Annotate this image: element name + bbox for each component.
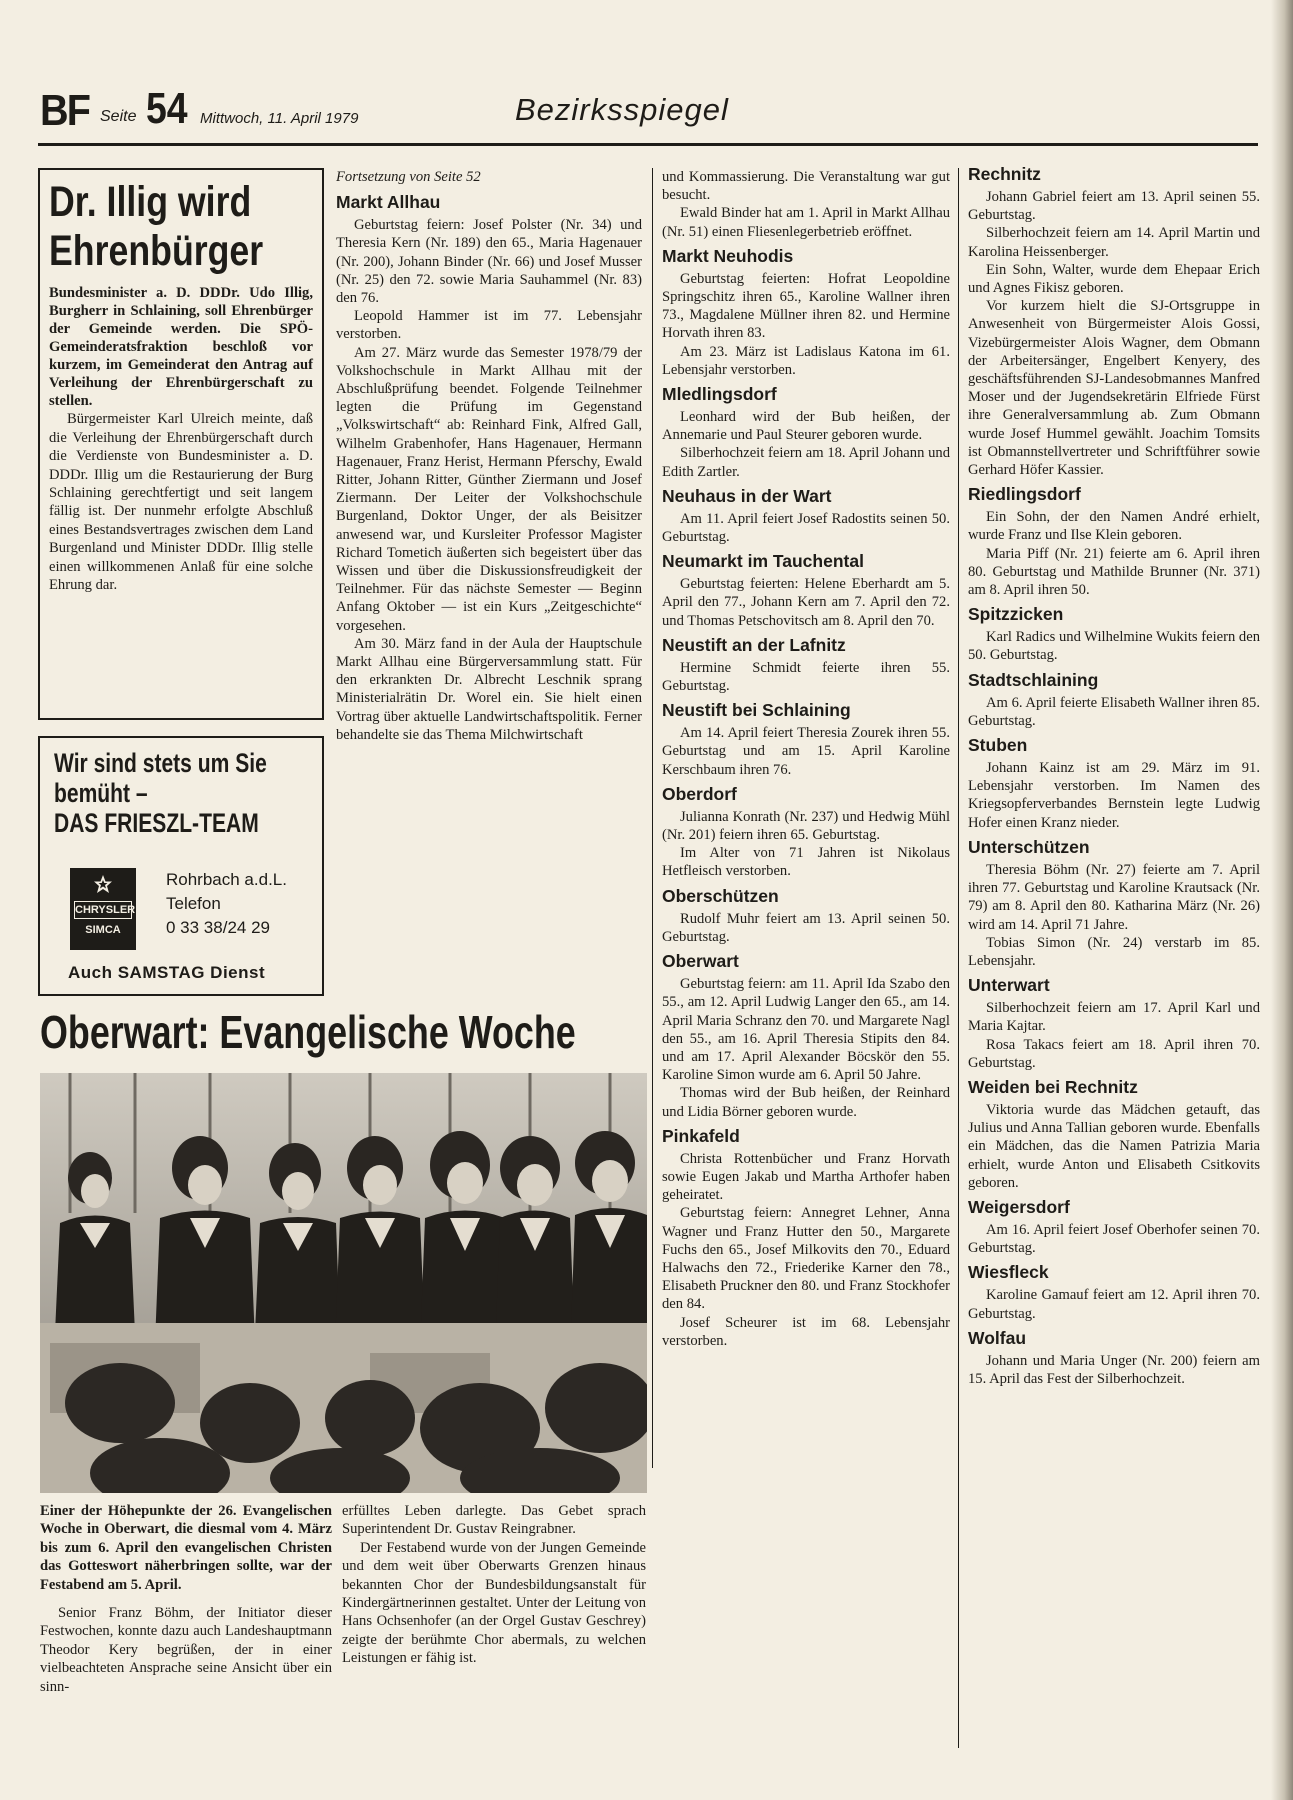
oberwart-text-right [342, 1502, 646, 1668]
place-heading: Pinkafeld [662, 1125, 740, 1146]
paragraph: Leopold Hammer ist im 77. Lebensjahr verstorben. [336, 308, 642, 343]
paragraph: Am 11. April feiert Josef Radostits seinen 50. Geburtstag. [662, 510, 950, 546]
issue-date: Mittwoch, 11. April 1979 [200, 110, 359, 127]
choir-photo [40, 1073, 647, 1493]
place-heading: Markt Allhau [336, 192, 441, 213]
ad-slogan-line3: DAS FRIESZL-TEAM [54, 808, 259, 838]
paragraph: Geburtstag feiern: am 11. April Ida Szabo den 55., am 12. April Ludwig Langer den 65., am 14. April Maria Schranz den 70. und Margarete Nagl den 55., am 16. April Theresia Stipits den 84. und am 17. April Alexander Böcskör den 55. Karoline Simon wurde am 6. April 50 Jahre. [662, 976, 950, 1084]
photo-choir-singers [40, 1073, 647, 1493]
paper-logo: BF [40, 86, 90, 135]
paragraph: Silberhochzeit feiern am 17. April Karl und Maria Kajtar. [968, 1000, 1260, 1035]
ad-slogan-line1: Wir sind stets um Sie [54, 748, 267, 778]
paragraph: Karl Radics und Wilhelmine Wukits feiern den 50. Geburtstag. [968, 629, 1260, 664]
page-label: Seite [100, 108, 137, 125]
column-markt-allhau [336, 168, 642, 744]
column-local-news-1 [662, 168, 950, 1350]
chrysler-simca-logo [70, 868, 136, 950]
paragraph: Johann Kainz ist am 29. März im 91. Lebensjahr verstorben. Im Namen des Kriegsopferverbandes Bernstein legte Ludwig Hofer einen Kranz nieder. [968, 760, 1260, 831]
illig-article [38, 168, 324, 720]
paragraph: Silberhochzeit feiern am 14. April Martin und Karolina Heissenberger. [968, 225, 1260, 260]
ad-footer: Auch SAMSTAG Dienst [68, 963, 266, 982]
ad-phone-label: Telefon [166, 894, 221, 913]
place-heading: Markt Neuhodis [662, 245, 794, 266]
paragraph: Karoline Gamauf feiert am 12. April ihren 70. Geburtstag. [968, 1287, 1260, 1322]
paragraph: und Kommassierung. Die Veranstaltung war gut besucht. [662, 169, 950, 204]
paragraph: Am 30. März fand in der Aula der Hauptschule Markt Allhau eine Bürgerversammlung statt. Für den erkrankten Dr. Albrecht Leschnik sprang Ministerialrätin Dr. Worel ein. Sie hielt einen Vortrag über aktuelle Landwirtschaftspolitik. Ferner behandelte sie das Thema Milchwirtschaft [336, 635, 642, 743]
place-heading: Oberdorf [662, 783, 737, 804]
place-heading: Neustift an der Lafnitz [662, 634, 846, 655]
place-heading: Oberschützen [662, 885, 779, 906]
place-heading: Neumarkt im Tauchental [662, 551, 864, 572]
paragraph: Leonhard wird der Bub heißen, der Annemarie und Paul Steurer geboren wurde. [662, 409, 950, 444]
paragraph: Am 23. März ist Ladislaus Katona im 61. Lebensjahr verstorben. [662, 343, 950, 378]
place-heading: Oberwart [662, 951, 739, 972]
paragraph: Theresia Böhm (Nr. 27) feierte am 7. April ihren 77. Geburtstag und Karoline Krautsack (Nr. 79) am 8. April den 80. Katharina März (Nr. 26) wird am 14. April 71 Jahre. [968, 861, 1260, 933]
place-heading: Weigersdorf [968, 1196, 1070, 1217]
paragraph: Viktoria wurde das Mädchen getauft, das Julius und Anna Tallian geboren wurde. Ebenfalls ein Mädchen, das die Namen Patrizia Maria erhielt, wurde Anton und Elisabeth Csitkovits geboren. [968, 1101, 1260, 1191]
paragraph: Ein Sohn, Walter, wurde dem Ehepaar Erich und Agnes Fikisz geboren. [968, 261, 1260, 297]
place-heading: Stadtschlaining [968, 669, 1099, 690]
illig-lead: Bundesminister a. D. DDDr. Udo Illig, Burgherr in Schlaining, soll Ehrenbürger der Gemeinde werden. Die SPÖ-Gemeinderatsfraktion beschloß vor kurzem, im Gemeinderat den Antrag auf Verleihung der Ehrenbürgerschaft zu stellen. [49, 285, 313, 410]
paragraph: Am 27. März wurde das Semester 1978/79 der Volkshochschule in Markt Allhau mit der Abschlußprüfung beendet. Folgende Teilnehmer legten die Prüfung im Gegenstand „Volkswirtschaft“ ab: Reinhard Fink, Alfred Gall, Wilhelm Grabenhofer, Hans Hagenauer, Hermann Hagenauer, Franz Herist, Hermann Pferschy, Ewald Ritter, Johann Ritter, Günther Ziermann und Josef Ziermann. Der Leiter der Volkshochschule Burgenland, Doktor Unger, der als Beisitzer anwesend war, und Kursleiter Professor Magister Richard Tometich äußerten sich begeistert über das Wissen und über die Diskussionsfreudigkeit der Teilnehmer. Für das nächste Semester — Beginn Anfang Oktober — ist ein Kurs „Zeitgeschichte“ vorgesehen. [336, 344, 642, 634]
paragraph: Geburtstag feierten: Helene Eberhardt am 5. April den 77., Johann Kern am 7. April den 72. und Thomas Petschovitsch am 8. April den 70. [662, 576, 950, 629]
place-heading: Spitzzicken [968, 604, 1064, 625]
place-heading: Rechnitz [968, 164, 1041, 184]
place-heading: Weiden bei Rechnitz [968, 1076, 1138, 1097]
column-local-news-2 [968, 164, 1260, 1388]
place-heading: Unterwart [968, 975, 1050, 996]
paragraph: Ewald Binder hat am 1. April in Markt Allhau (Nr. 51) einen Fliesenlegerbetrieb eröffnet. [662, 205, 950, 240]
paragraph: Christa Rottenbücher und Franz Horvath sowie Eugen Jakab und Martha Arthofer haben geheiratet. [662, 1150, 950, 1204]
frieszl-ad [38, 736, 324, 996]
paragraph: Thomas wird der Bub heißen, der Reinhard und Lidia Börner geboren wurde. [662, 1085, 950, 1120]
paragraph: Am 14. April feiert Theresia Zourek ihren 55. Geburtstag und am 15. April Karoline Kerschbaum ihren 76. [662, 725, 950, 778]
place-heading: Riedlingsdorf [968, 484, 1081, 505]
header-rule [38, 143, 1258, 146]
ad-phone: 0 33 38/24 29 [166, 918, 270, 937]
place-heading: Wiesfleck [968, 1262, 1049, 1283]
place-heading: Neustift bei Schlaining [662, 700, 851, 721]
place-heading: Stuben [968, 735, 1028, 756]
paragraph: Am 6. April feierte Elisabeth Wallner ihren 85. Geburtstag. [968, 694, 1260, 729]
oberwart-headline: Oberwart: Evangelische Woche [40, 1006, 576, 1058]
paragraph: Geburtstag feiern: Josef Polster (Nr. 34) und Theresia Kern (Nr. 189) den 65., Maria Hagenauer (Nr. 200), Johann Binder (Nr. 66) und Josef Musser (Nr. 25) den 72. sowie Maria Sauhammel (Nr. 83) den 76. [336, 217, 642, 307]
paragraph: Rosa Takacs feiert am 18. April ihren 70. Geburtstag. [968, 1036, 1260, 1071]
column-divider [958, 168, 959, 1748]
oberwart-paragraph: erfülltes Leben darlegte. Das Gebet sprach Superintendent Dr. Gustav Reingrabner. [342, 1503, 646, 1538]
paragraph: Maria Piff (Nr. 21) feierte am 6. April ihren 80. Geburtstag und Mathilde Brunner (Nr. 371) am 8. April ihren 50. [968, 545, 1260, 599]
oberwart-paragraph: Der Festabend wurde von der Jungen Gemeinde und dem weit über Oberwarts Grenzen hinaus bekannten Chor der Bundesbildungsanstalt für Kindergärtnerinnen gestaltet. Unter der Leitung von Hans Ochsenhofer (an der Orgel Gustav Geschrey) zeigte der berühmte Chor abermals, zu welchen Leistungen er fähig ist. [342, 1539, 646, 1667]
scan-edge-shadow [1271, 0, 1293, 1800]
oberwart-paragraph: Senior Franz Böhm, der Initiator dieser Festwochen, konnte dazu auch Landeshauptmann Theodor Kery begrüßen, der in einer vielbeachteten Ansprache seine Ansicht über ein sinn- [40, 1605, 332, 1695]
paragraph: Ein Sohn, der den Namen André erhielt, wurde Franz und Ilse Klein geboren. [968, 509, 1260, 544]
section-title: Bezirksspiegel [515, 92, 729, 127]
place-heading: Mledlingsdorf [662, 384, 777, 405]
pentastar-icon [93, 874, 113, 894]
paragraph: Silberhochzeit feiern am 18. April Johann und Edith Zartler. [662, 445, 950, 480]
place-heading: Wolfau [968, 1327, 1027, 1348]
paragraph: Rudolf Muhr feiert am 13. April seinen 50. Geburtstag. [662, 910, 950, 945]
paragraph: Johann Gabriel feiert am 13. April seinen 55. Geburtstag. [968, 189, 1260, 224]
page-number: 54 [146, 84, 188, 133]
photo-caption: Einer der Höhepunkte der 26. Evangelischen Woche in Oberwart, die diesmal vom 4. März bis zum 6. April den evangelischen Christen das Gotteswort näherbringen sollte, war der Festabend am 5. April. [40, 1503, 332, 1593]
logo-simca-text: SIMCA [85, 924, 121, 936]
oberwart-text-left [40, 1502, 332, 1696]
illig-headline-line1: Dr. Illig wird [49, 178, 252, 226]
illig-body: Bürgermeister Karl Ulreich meinte, daß die Verleihung der Ehrenbürgerschaft durch die Verdienste von Bundesminister a. D. DDDr. Illig um die Restaurierung der Burg Schlaining gerechtfertigt und seit langem fällig ist. Der nunmehr erfolgte Abschluß eines Bestandsvertrages zwischen dem Land Burgenland und Minister DDDr. Illig stelle einen willkommenen Anlaß für eine solche Ehrung dar. [49, 411, 313, 593]
paragraph: Josef Scheurer ist im 68. Lebensjahr verstorben. [662, 1314, 950, 1349]
illig-headline-line2: Ehrenbürger [49, 227, 264, 276]
paragraph: Julianna Konrath (Nr. 237) und Hedwig Mühl (Nr. 201) feiern ihren 65. Geburtstag. [662, 808, 950, 844]
paragraph: Im Alter von 71 Jahren ist Nikolaus Hetfleisch verstorben. [662, 845, 950, 880]
paragraph: Geburtstag feierten: Hofrat Leopoldine Springschitz ihren 65., Karoline Wallner ihren 73., Magdalene Müllner ihren 82. und Hermine Horvath ihren 83. [662, 270, 950, 342]
paragraph: Johann und Maria Unger (Nr. 200) feiern am 15. April das Fest der Silberhochzeit. [968, 1352, 1260, 1387]
paragraph: Tobias Simon (Nr. 24) verstarb im 85. Lebensjahr. [968, 934, 1260, 969]
logo-chrysler-text: CHRYSLER [74, 901, 132, 919]
ad-slogan-line2: bemüht – [54, 778, 148, 808]
paragraph: Geburtstag feiern: Annegret Lehner, Anna Wagner und Franz Hutter den 50., Margarete Fuchs den 65., Josef Milkovits den 70., Eduard Halwachs den 72., Friederike Karner den 78., Elisabeth Pruckner den 80. und Franz Stockhofer den 84. [662, 1205, 950, 1313]
ad-location: Rohrbach a.d.L. [166, 870, 287, 889]
paragraph: Vor kurzem hielt die SJ-Ortsgruppe in Anwesenheit von Bürgermeister Alois Gossi, Vizebürgermeister Alois Wagner, dem Obmann der Arbeitersänger, Engelbert Kenyery, des geschäftsführenden SJ-Landesobmannes Manfred Moser und der Jugendsekretärin Elfriede Fürst ihre Generalversammlung ab. Zum Obmann wurde Josef Hummel gewählt. Joachim Tomsits ist Obmannstellvertreter und Schriftführer sowie Gerhard Höfer Kassier. [968, 298, 1260, 479]
paragraph: Hermine Schmidt feierte ihren 55. Geburtstag. [662, 659, 950, 695]
column-divider [652, 168, 653, 1468]
place-heading: Neuhaus in der Wart [662, 485, 832, 506]
continued-note: Fortsetzung von Seite 52 [336, 169, 481, 185]
paragraph: Am 16. April feiert Josef Oberhofer seinen 70. Geburtstag. [968, 1221, 1260, 1257]
place-heading: Unterschützen [968, 836, 1090, 857]
